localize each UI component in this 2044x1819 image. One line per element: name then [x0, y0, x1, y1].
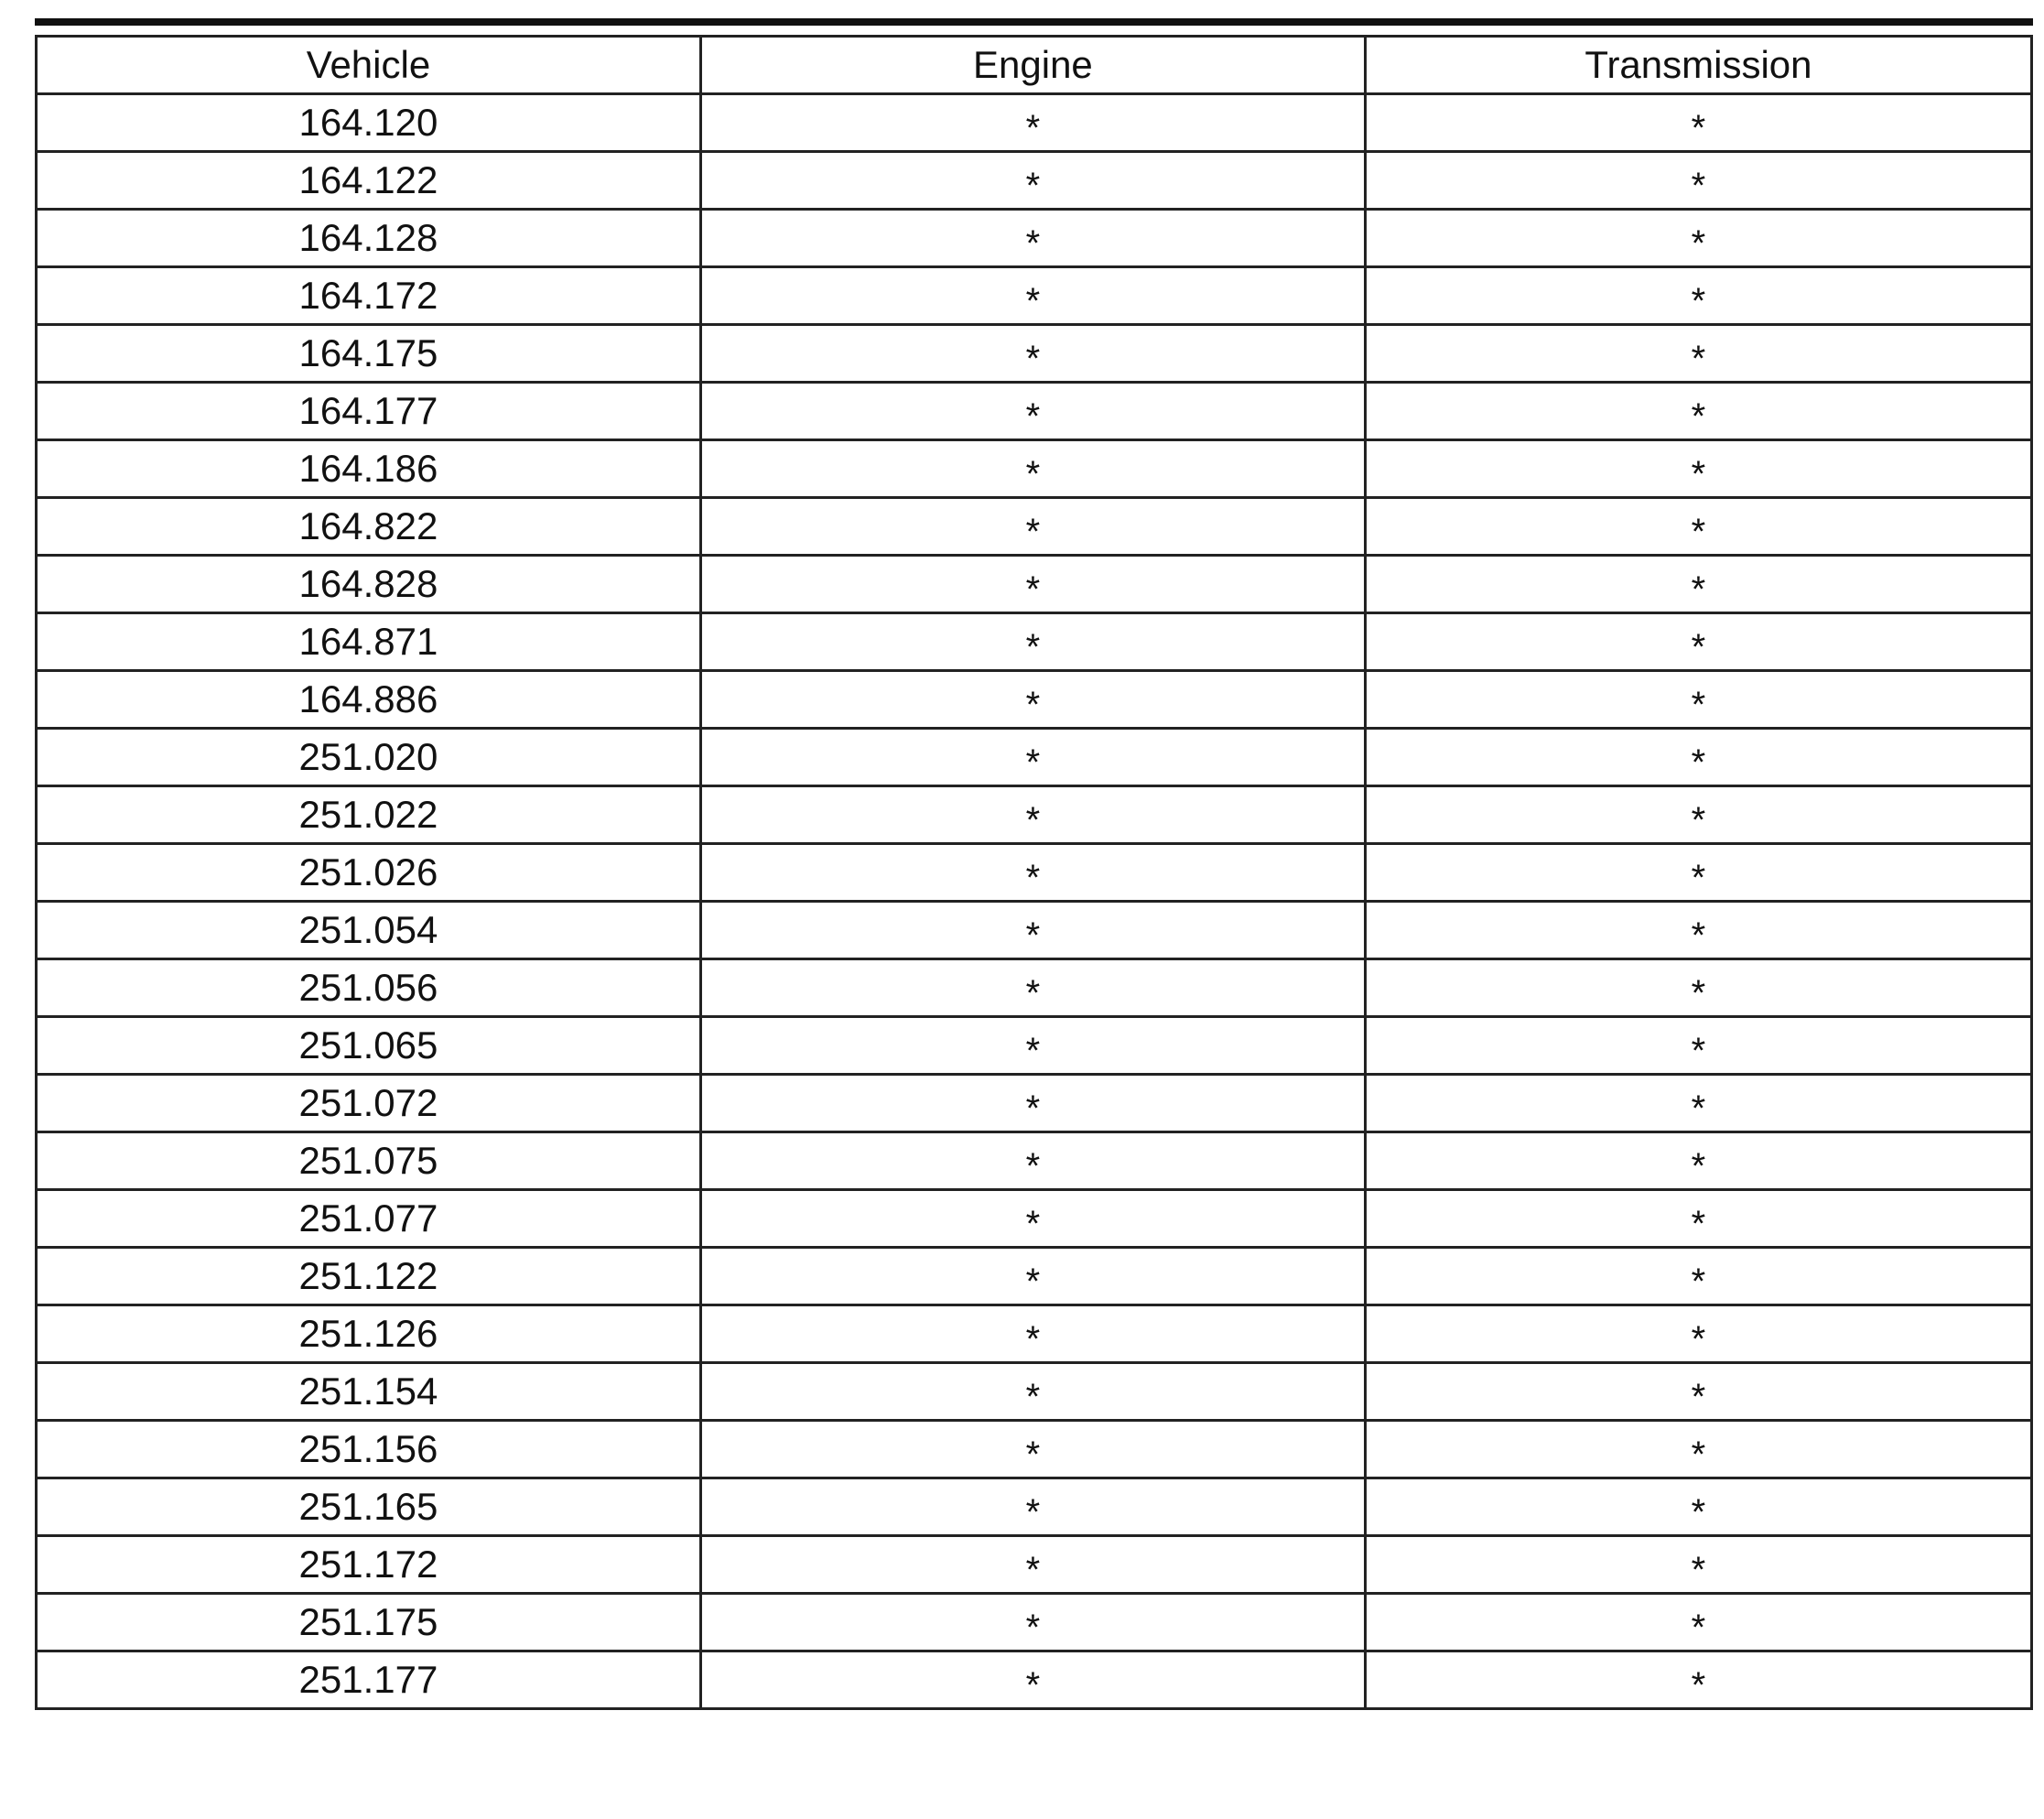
cell-transmission: *	[1365, 1478, 2031, 1536]
table-row	[37, 498, 2032, 556]
cell-transmission: *	[1365, 1421, 2031, 1478]
table-row	[37, 1017, 2032, 1075]
cell-engine: *	[700, 1421, 1365, 1478]
cell-engine: *	[700, 1594, 1365, 1651]
cell-engine: *	[700, 556, 1365, 613]
cell-transmission: *	[1365, 1190, 2031, 1248]
cell-vehicle: 251.172	[37, 1536, 701, 1594]
cell-engine: *	[700, 671, 1365, 729]
table-row	[37, 440, 2032, 498]
cell-engine: *	[700, 1248, 1365, 1305]
cell-vehicle: 251.022	[37, 786, 701, 844]
cell-transmission: *	[1365, 1594, 2031, 1651]
table-header-row	[37, 37, 2032, 94]
cell-vehicle: 251.065	[37, 1017, 701, 1075]
table-row	[37, 671, 2032, 729]
cell-vehicle: 164.822	[37, 498, 701, 556]
cell-engine: *	[700, 844, 1365, 902]
cell-vehicle: 251.026	[37, 844, 701, 902]
cell-transmission: *	[1365, 210, 2031, 267]
table-row	[37, 902, 2032, 959]
cell-transmission: *	[1365, 94, 2031, 152]
table-row	[37, 556, 2032, 613]
cell-transmission: *	[1365, 729, 2031, 786]
cell-transmission: *	[1365, 152, 2031, 210]
cell-transmission: *	[1365, 440, 2031, 498]
cell-engine: *	[700, 210, 1365, 267]
table-row	[37, 383, 2032, 440]
table-row	[37, 613, 2032, 671]
table-row	[37, 1536, 2032, 1594]
cell-engine: *	[700, 1478, 1365, 1536]
cell-engine: *	[700, 902, 1365, 959]
cell-transmission: *	[1365, 325, 2031, 383]
cell-vehicle: 251.075	[37, 1132, 701, 1190]
cell-vehicle: 164.122	[37, 152, 701, 210]
cell-engine: *	[700, 729, 1365, 786]
cell-vehicle: 251.165	[37, 1478, 701, 1536]
cell-transmission: *	[1365, 267, 2031, 325]
table-row	[37, 959, 2032, 1017]
cell-transmission: *	[1365, 1017, 2031, 1075]
cell-transmission: *	[1365, 1248, 2031, 1305]
table-row	[37, 1132, 2032, 1190]
cell-transmission: *	[1365, 1363, 2031, 1421]
cell-engine: *	[700, 1536, 1365, 1594]
cell-vehicle: 251.156	[37, 1421, 701, 1478]
cell-engine: *	[700, 1075, 1365, 1132]
cell-engine: *	[700, 1363, 1365, 1421]
cell-engine: *	[700, 383, 1365, 440]
cell-engine: *	[700, 1305, 1365, 1363]
cell-transmission: *	[1365, 844, 2031, 902]
table-row	[37, 1594, 2032, 1651]
table-row	[37, 1478, 2032, 1536]
cell-transmission: *	[1365, 786, 2031, 844]
cell-engine: *	[700, 325, 1365, 383]
cell-engine: *	[700, 959, 1365, 1017]
cell-vehicle: 164.871	[37, 613, 701, 671]
cell-engine: *	[700, 1017, 1365, 1075]
cell-vehicle: 164.886	[37, 671, 701, 729]
table-row	[37, 1305, 2032, 1363]
table-row	[37, 94, 2032, 152]
table-row	[37, 325, 2032, 383]
cell-vehicle: 251.054	[37, 902, 701, 959]
cell-engine: *	[700, 498, 1365, 556]
cell-vehicle: 251.175	[37, 1594, 701, 1651]
cell-transmission: *	[1365, 959, 2031, 1017]
cell-transmission: *	[1365, 498, 2031, 556]
cell-engine: *	[700, 786, 1365, 844]
cell-engine: *	[700, 152, 1365, 210]
table-row	[37, 1075, 2032, 1132]
cell-vehicle: 164.120	[37, 94, 701, 152]
cell-vehicle: 164.828	[37, 556, 701, 613]
header-vehicle: Vehicle	[37, 37, 701, 94]
cell-vehicle: 251.122	[37, 1248, 701, 1305]
table-row	[37, 1190, 2032, 1248]
cell-vehicle: 164.177	[37, 383, 701, 440]
cell-vehicle: 251.177	[37, 1651, 701, 1709]
table-row	[37, 152, 2032, 210]
cell-engine: *	[700, 1132, 1365, 1190]
cell-transmission: *	[1365, 383, 2031, 440]
cell-engine: *	[700, 1651, 1365, 1709]
header-engine: Engine	[700, 37, 1365, 94]
vehicle-table	[35, 35, 2033, 1710]
cell-vehicle: 251.126	[37, 1305, 701, 1363]
table-row	[37, 1651, 2032, 1709]
cell-transmission: *	[1365, 1075, 2031, 1132]
cell-vehicle: 164.175	[37, 325, 701, 383]
cell-transmission: *	[1365, 1536, 2031, 1594]
cell-transmission: *	[1365, 556, 2031, 613]
cell-transmission: *	[1365, 1651, 2031, 1709]
table-row	[37, 1248, 2032, 1305]
cell-transmission: *	[1365, 1305, 2031, 1363]
top-rule	[35, 18, 2033, 26]
cell-engine: *	[700, 613, 1365, 671]
cell-engine: *	[700, 94, 1365, 152]
cell-transmission: *	[1365, 671, 2031, 729]
header-transmission: Transmission	[1365, 37, 2031, 94]
cell-transmission: *	[1365, 1132, 2031, 1190]
cell-vehicle: 251.072	[37, 1075, 701, 1132]
table-body	[37, 94, 2032, 1709]
table-row	[37, 729, 2032, 786]
cell-transmission: *	[1365, 613, 2031, 671]
cell-vehicle: 251.056	[37, 959, 701, 1017]
table-row	[37, 844, 2032, 902]
table-row	[37, 786, 2032, 844]
cell-vehicle: 251.077	[37, 1190, 701, 1248]
cell-transmission: *	[1365, 902, 2031, 959]
table-row	[37, 1363, 2032, 1421]
cell-vehicle: 251.020	[37, 729, 701, 786]
table-row	[37, 210, 2032, 267]
cell-vehicle: 251.154	[37, 1363, 701, 1421]
cell-engine: *	[700, 267, 1365, 325]
table-row	[37, 267, 2032, 325]
cell-engine: *	[700, 1190, 1365, 1248]
cell-vehicle: 164.186	[37, 440, 701, 498]
cell-vehicle: 164.172	[37, 267, 701, 325]
cell-vehicle: 164.128	[37, 210, 701, 267]
table-row	[37, 1421, 2032, 1478]
cell-engine: *	[700, 440, 1365, 498]
